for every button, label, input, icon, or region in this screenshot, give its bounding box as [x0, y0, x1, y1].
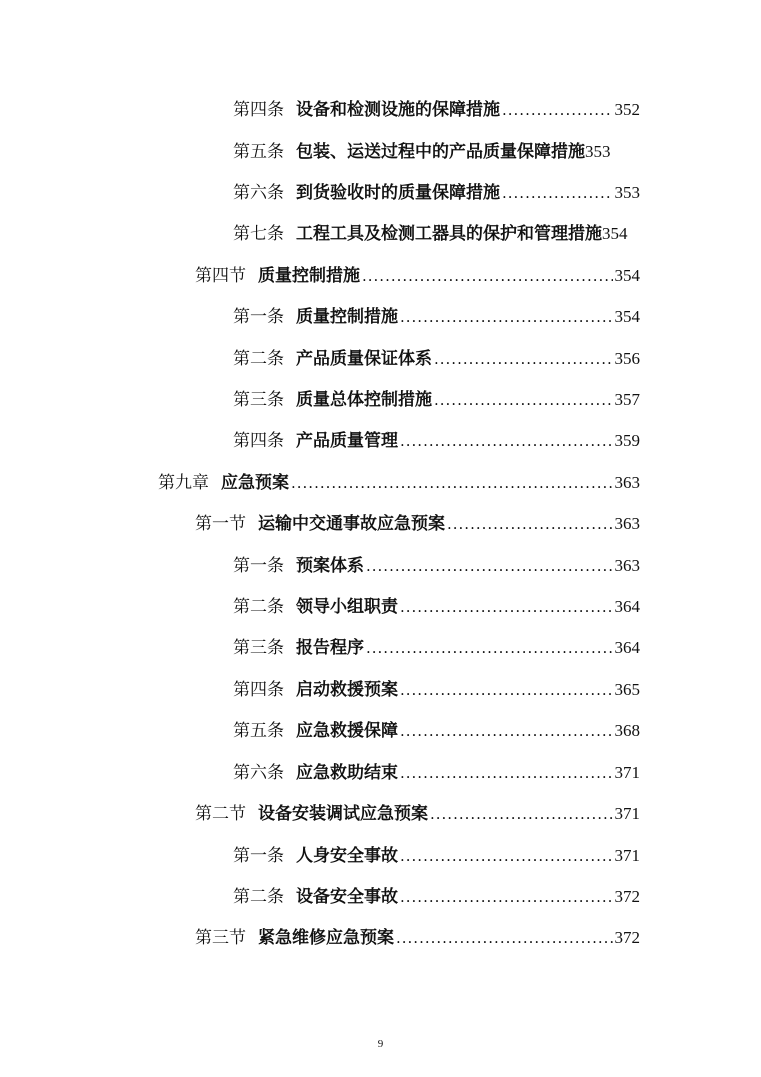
toc-entry[interactable] — [233, 220, 640, 248]
toc-entry-title: 人身安全事故 — [296, 846, 398, 866]
toc-entry-page: 352 — [614, 100, 640, 119]
toc-entry[interactable] — [233, 427, 640, 455]
toc-entry[interactable] — [233, 842, 640, 870]
toc-entry[interactable] — [233, 593, 640, 621]
toc-entry-page: 371 — [614, 763, 640, 782]
toc-leader-dots — [400, 427, 613, 455]
toc-leader-dots — [400, 883, 613, 911]
toc-entry[interactable] — [233, 96, 640, 124]
toc-entry-page: 359 — [614, 431, 640, 450]
toc-entry-title: 到货验收时的质量保障措施 — [296, 183, 500, 203]
toc-entry-title: 质量控制措施 — [296, 307, 398, 327]
toc-leader-dots — [396, 924, 613, 952]
toc-entry-page: 363 — [614, 556, 640, 575]
toc-entry[interactable] — [233, 717, 640, 745]
toc-entry-title: 紧急维修应急预案 — [258, 928, 394, 948]
toc-entry-title: 启动救援预案 — [296, 680, 398, 700]
toc-entry-number: 第三条 — [233, 638, 284, 658]
toc-entry[interactable] — [195, 262, 640, 290]
toc-entry-title: 应急预案 — [221, 473, 289, 493]
toc-entry-page: 372 — [614, 887, 640, 906]
toc-entry-page: 356 — [614, 349, 640, 368]
toc-entry-page: 364 — [614, 597, 640, 616]
toc-entry-number: 第三节 — [195, 928, 246, 948]
toc-entry-title: 质量控制措施 — [258, 266, 360, 286]
toc-entry-page: 353 — [614, 183, 640, 202]
toc-leader-dots — [400, 717, 613, 745]
toc-entry[interactable] — [233, 759, 640, 787]
page-number: 9 — [377, 1038, 384, 1050]
toc-leader-dots — [430, 800, 613, 828]
toc-entry-number: 第六条 — [233, 763, 284, 783]
toc-entry-number: 第四条 — [233, 431, 284, 451]
toc-entry-title: 产品质量管理 — [296, 431, 398, 451]
toc-entry-title: 包装、运送过程中的产品质量保障措施 — [296, 142, 585, 162]
toc-entry-number: 第二条 — [233, 349, 284, 369]
toc-entry-number: 第五条 — [233, 721, 284, 741]
toc-entry[interactable] — [233, 386, 640, 414]
toc-entry[interactable] — [233, 345, 640, 373]
toc-entry-number: 第六条 — [233, 183, 284, 203]
toc-entry-title: 预案体系 — [296, 556, 364, 576]
toc-entry[interactable] — [233, 634, 640, 662]
toc-entry-title: 质量总体控制措施 — [296, 390, 432, 410]
toc-leader-dots — [291, 469, 613, 497]
toc-entry[interactable] — [233, 138, 640, 166]
toc-entry-page: 357 — [614, 390, 640, 409]
toc-entry[interactable] — [233, 179, 640, 207]
toc-leader-dots — [502, 179, 613, 207]
toc-entry-number: 第四节 — [195, 266, 246, 286]
toc-entry-page: 368 — [614, 721, 640, 740]
toc-entry-number: 第三条 — [233, 390, 284, 410]
toc-entry-title: 工程工具及检测工器具的保护和管理措施 — [296, 224, 602, 244]
toc-entry[interactable] — [158, 469, 640, 497]
toc-leader-dots — [366, 552, 613, 580]
toc-leader-dots — [447, 510, 613, 538]
toc-entry-page: 364 — [614, 638, 640, 657]
toc-leader-dots — [502, 96, 613, 124]
toc-entry-title: 报告程序 — [296, 638, 364, 658]
toc-entry-page: 354 — [614, 307, 640, 326]
toc-entry-number: 第一条 — [233, 307, 284, 327]
toc-entry-title: 设备安全事故 — [296, 887, 398, 907]
toc-entry-title: 设备和检测设施的保障措施 — [296, 100, 500, 120]
toc-entry-number: 第九章 — [158, 473, 209, 493]
toc-entry-page: 353 — [585, 142, 611, 161]
toc-entry-number: 第一条 — [233, 846, 284, 866]
toc-leader-dots — [400, 303, 613, 331]
toc-entry[interactable] — [195, 800, 640, 828]
toc-entry-page: 372 — [614, 928, 640, 947]
toc-entry-number: 第五条 — [233, 142, 284, 162]
toc-entry[interactable] — [233, 883, 640, 911]
toc-entry-title: 产品质量保证体系 — [296, 349, 432, 369]
toc-entry-page: 371 — [614, 846, 640, 865]
toc-entry-page: 363 — [614, 514, 640, 533]
toc-leader-dots — [400, 593, 613, 621]
toc-entry-title: 设备安装调试应急预案 — [258, 804, 428, 824]
toc-entry-page: 363 — [614, 473, 640, 492]
toc-entry-number: 第一节 — [195, 514, 246, 534]
toc-entry-number: 第二条 — [233, 597, 284, 617]
toc-leader-dots — [434, 386, 613, 414]
toc-leader-dots — [434, 345, 613, 373]
toc-entry[interactable] — [195, 510, 640, 538]
toc-entry-number: 第四条 — [233, 680, 284, 700]
toc-leader-dots — [400, 676, 613, 704]
toc-entry-title: 领导小组职责 — [296, 597, 398, 617]
toc-leader-dots — [366, 634, 613, 662]
toc-entry-title: 运输中交通事故应急预案 — [258, 514, 445, 534]
toc-leader-dots — [400, 842, 613, 870]
toc-entry[interactable] — [233, 676, 640, 704]
toc-entry[interactable] — [195, 924, 640, 952]
toc-entry-page: 371 — [614, 804, 640, 823]
toc-entry-number: 第二节 — [195, 804, 246, 824]
toc-entry[interactable] — [233, 552, 640, 580]
toc-entry-title: 应急救援保障 — [296, 721, 398, 741]
toc-entry-number: 第一条 — [233, 556, 284, 576]
toc-leader-dots — [362, 262, 613, 290]
toc-entry-page: 365 — [614, 680, 640, 699]
toc-leader-dots — [400, 759, 613, 787]
toc-entry-number: 第七条 — [233, 224, 284, 244]
toc-entry-number: 第二条 — [233, 887, 284, 907]
toc-entry-number: 第四条 — [233, 100, 284, 120]
toc-entry[interactable] — [233, 303, 640, 331]
toc-entry-title: 应急救助结束 — [296, 763, 398, 783]
toc-entry-page: 354 — [602, 224, 628, 243]
toc-entry-page: 354 — [614, 266, 640, 285]
